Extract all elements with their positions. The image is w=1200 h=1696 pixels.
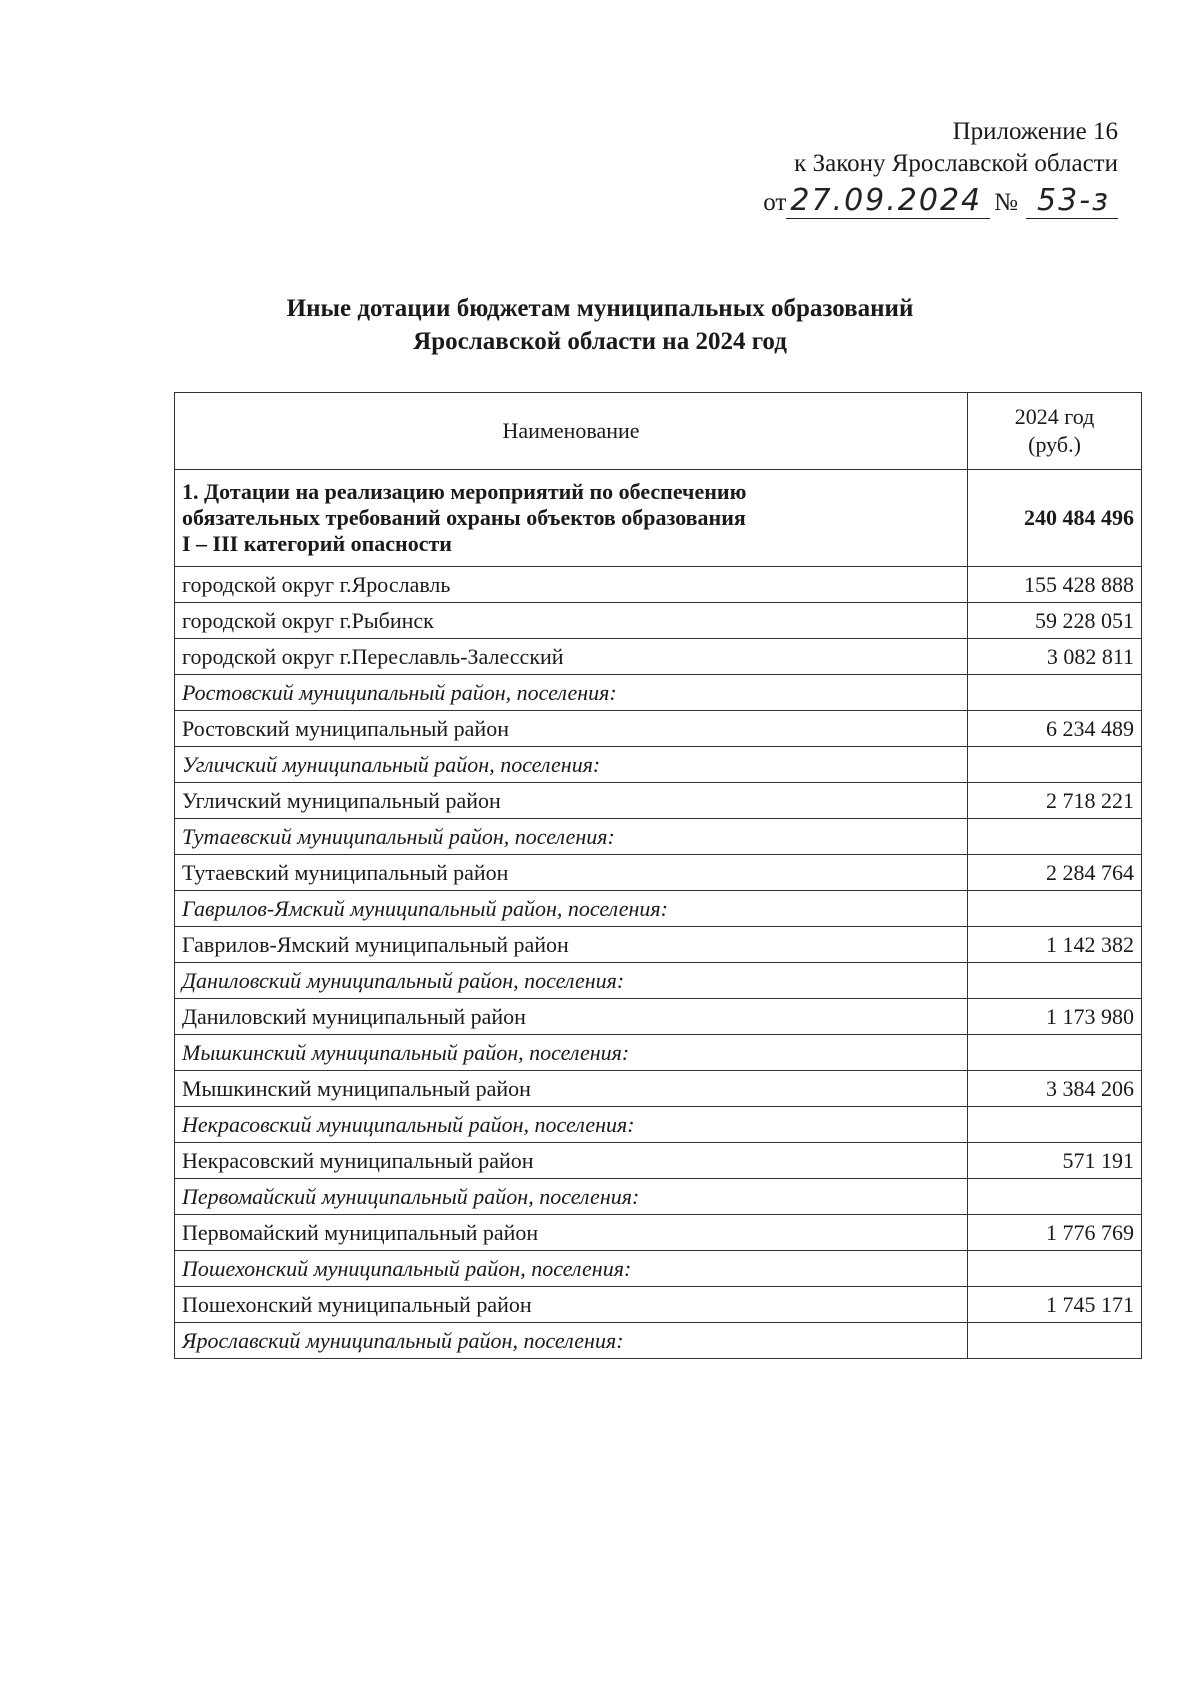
main-row-line2: обязательных требований охраны объектов образования [182,505,746,530]
municipality-name: городской округ г.Рыбинск [175,603,968,639]
district-group-label: Ростовский муниципальный район, поселения: [175,675,968,711]
municipality-value [968,1179,1142,1215]
table-row [175,603,1142,639]
title-line-2: Ярославской области на 2024 год [413,328,787,355]
table-row [175,1071,1142,1107]
municipality-name: Первомайский муниципальный район [175,1215,968,1251]
municipality-value: 1 173 980 [968,999,1142,1035]
table-row [175,1035,1142,1071]
municipality-name: Тутаевский муниципальный район [175,855,968,891]
table-row [175,963,1142,999]
title-line-1: Иные дотации бюджетам муниципальных образований [286,295,914,322]
law-reference: к Закону Ярославской области [794,150,1118,177]
municipality-value: 1 745 171 [968,1287,1142,1323]
column-header-year-line1: 2024 год [1014,404,1095,429]
column-header-name: Наименование [175,393,968,470]
municipality-name: городской округ г.Ярославль [175,567,968,603]
table-row [175,819,1142,855]
municipality-value: 3 384 206 [968,1071,1142,1107]
municipality-value: 571 191 [968,1143,1142,1179]
municipality-value [968,1323,1142,1359]
date-line [763,184,1118,219]
main-row-value: 240 484 496 [968,470,1142,567]
district-group-label: Даниловский муниципальный район, поселения: [175,963,968,999]
district-group-label: Первомайский муниципальный район, поселения: [175,1179,968,1215]
table-row [175,891,1142,927]
table-row-main [175,470,1142,567]
district-group-label: Угличский муниципальный район, поселения: [175,747,968,783]
handwritten-number: 53-з [1026,184,1118,219]
table-row [175,1215,1142,1251]
main-row-name [175,470,968,567]
district-group-label: Гаврилов-Ямский муниципальный район, поселения: [175,891,968,927]
appendix-label: Приложение 16 [952,118,1118,145]
municipality-value [968,891,1142,927]
municipality-value [968,675,1142,711]
table-row [175,567,1142,603]
table-row [175,1143,1142,1179]
municipality-value [968,963,1142,999]
municipality-value: 3 082 811 [968,639,1142,675]
district-group-label: Тутаевский муниципальный район, поселения: [175,819,968,855]
table-row [175,927,1142,963]
municipality-name: городской округ г.Переславль-Залесский [175,639,968,675]
municipality-value: 155 428 888 [968,567,1142,603]
municipality-value [968,1251,1142,1287]
district-group-label: Ярославский муниципальный район, поселения: [175,1323,968,1359]
table-row [175,1323,1142,1359]
municipality-name: Угличский муниципальный район [175,783,968,819]
handwritten-date: 27.09.2024 [786,184,990,219]
budget-table [174,392,1142,1359]
municipality-value: 2 718 221 [968,783,1142,819]
municipality-value [968,747,1142,783]
date-prefix: от [763,189,787,216]
municipality-value [968,1035,1142,1071]
municipality-value [968,1107,1142,1143]
municipality-name: Мышкинский муниципальный район [175,1071,968,1107]
appendix-header [763,116,1118,219]
main-row-line1: 1. Дотации на реализацию мероприятий по обеспечению [182,479,747,504]
municipality-value: 1 776 769 [968,1215,1142,1251]
table-row [175,747,1142,783]
municipality-value [968,819,1142,855]
municipality-name: Некрасовский муниципальный район [175,1143,968,1179]
municipality-name: Ростовский муниципальный район [175,711,968,747]
column-header-year-line2: (руб.) [1028,432,1081,457]
municipality-name: Пошехонский муниципальный район [175,1287,968,1323]
column-header-year [968,393,1142,470]
district-group-label: Пошехонский муниципальный район, поселения: [175,1251,968,1287]
table-row [175,1251,1142,1287]
table-row [175,639,1142,675]
municipality-value: 2 284 764 [968,855,1142,891]
table-row [175,1179,1142,1215]
document-title [0,292,1200,358]
district-group-label: Мышкинский муниципальный район, поселения: [175,1035,968,1071]
municipality-name: Даниловский муниципальный район [175,999,968,1035]
main-row-line3: I – III категорий опасности [182,531,452,556]
municipality-value: 6 234 489 [968,711,1142,747]
table-row [175,783,1142,819]
table-row [175,999,1142,1035]
municipality-value: 59 228 051 [968,603,1142,639]
table-row [175,855,1142,891]
municipality-name: Гаврилов-Ямский муниципальный район [175,927,968,963]
table-row [175,1107,1142,1143]
table-row [175,1287,1142,1323]
table-row [175,711,1142,747]
number-prefix: № [994,189,1018,216]
district-group-label: Некрасовский муниципальный район, поселения: [175,1107,968,1143]
table-row [175,675,1142,711]
municipality-value: 1 142 382 [968,927,1142,963]
table-header-row [175,393,1142,470]
